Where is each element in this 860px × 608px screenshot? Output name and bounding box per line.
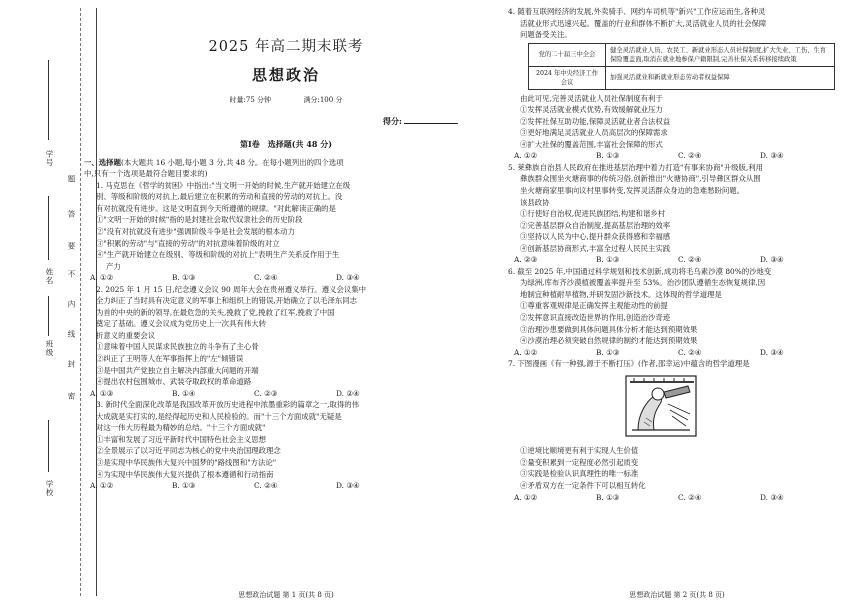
question-4 xyxy=(508,6,846,162)
binding-char: 答 xyxy=(67,210,76,219)
table-cell-content: 加强灵活就业和新就业形态劳动者权益保障 xyxy=(606,66,835,89)
section-instructions xyxy=(84,157,488,180)
name-field-line xyxy=(48,196,49,260)
binding-label-school: 学校 xyxy=(45,480,54,497)
table-row xyxy=(529,43,835,66)
statement-item: ②纠正了王明等人在军事指挥上的"左"倾错误 xyxy=(96,354,244,364)
question-stem: 彝族群众围坐火塘商事的传统习俗,创新推出"火塘协商",引导彝区群众从围 xyxy=(520,174,761,184)
option-d[interactable]: D. ③④ xyxy=(760,347,784,357)
statement-item: ④矛盾双方在一定条件下可以相互转化 xyxy=(520,480,646,490)
statement-item: ③坚持以人民为中心,提升群众获得感和幸福感 xyxy=(520,232,671,242)
option-d[interactable]: D. ③④ xyxy=(760,492,784,502)
question-stem: 全力纠正了当时具有决定意义的军事上和组织上的错误,开始确立了以毛泽东同志 xyxy=(96,296,358,306)
question-stem: 2. 2025 年 1 月 15 日,纪念遵义会议 90 周年大会在贵州遵义举行。遵义会议集中 xyxy=(96,284,367,294)
question-stem: 7. 下图漫画《有一种强,源于不断打压》(作者,邵幸运)中蕴含的哲学道理是 xyxy=(508,359,750,369)
statement-item: ②发挥意识直接改造世界的作用,创造治沙奇迹 xyxy=(520,313,671,323)
statement-item: ①逆境比顺境更有利于实现人生价值 xyxy=(520,446,639,456)
question-stem: 为绿洲,库布齐沙漠植被覆盖率提升至 53%。治沙团队遵循生态恢复规律,因 xyxy=(520,278,766,288)
option-d[interactable]: D. ②④ xyxy=(336,388,360,398)
statement-item: ①尊重客观规律是正确发挥主观能动性的前提 xyxy=(520,301,668,311)
question-stem: 坐火塘商家里事向议村里事转变,发挥灵活群众身边的急难愁盼问题。 xyxy=(520,186,745,196)
question-3 xyxy=(84,399,488,491)
full-score: 满分:100 分 xyxy=(303,96,343,105)
question-stem: 该县政协 xyxy=(520,197,550,207)
answer-options xyxy=(508,347,846,359)
option-c[interactable]: C. ②④ xyxy=(254,481,278,491)
question-stem: 为首的中央的新的领导,在最危急的关头,挽救了党,挽救了红军,挽救了中国 xyxy=(96,307,335,317)
statement-item: ④提出农村包围城市、武装夺取政权的革命道路 xyxy=(96,377,252,387)
answer-options xyxy=(84,480,488,492)
exam-title: 2025 年高二期末联考 xyxy=(208,39,364,55)
option-a[interactable]: A. ①② xyxy=(514,347,538,357)
table-cell-head: 党的二十届三中全会 xyxy=(529,43,606,66)
option-c[interactable]: C. ②④ xyxy=(254,273,278,283)
option-d[interactable]: D. ③④ xyxy=(760,151,784,161)
option-a[interactable]: A. ②③ xyxy=(514,255,538,265)
question-5 xyxy=(508,162,846,266)
page-footer: 思想政治试题 第 1 页(共 8 页) xyxy=(238,591,334,600)
binding-char: 不 xyxy=(67,270,76,279)
option-a[interactable]: A. ①③ xyxy=(90,388,114,398)
option-a[interactable]: A. ①② xyxy=(514,151,538,161)
binding-char: 题 xyxy=(67,175,76,184)
section-desc: (本大题共 16 小题,每小题 3 分,共 48 分。在每小题列出的四个选项 xyxy=(120,157,344,167)
question-1 xyxy=(84,180,488,284)
table-cell-head: 2024 年中央经济工作会议 xyxy=(529,66,606,89)
question-stem: 折意义的重要会议 xyxy=(96,330,156,340)
question-stem: 问题备受关注。 xyxy=(520,30,572,40)
subject-title: 思想政治 xyxy=(251,65,320,84)
option-a[interactable]: A. ①② xyxy=(514,492,538,502)
score-field xyxy=(84,116,488,128)
section-desc: 中,只有一个选项是最符合题目要求的) xyxy=(84,169,208,179)
student-id-field-line xyxy=(48,60,49,140)
binding-char: 密 xyxy=(67,392,76,401)
statement-item: ④沙漠治理必须突破自然规律的制约才能达到预期效果 xyxy=(520,336,698,346)
statement-item: ①意味着中国人民谋求民族独立的斗争有了主心骨 xyxy=(96,342,259,352)
option-d[interactable]: D. ③④ xyxy=(336,481,360,491)
question-7 xyxy=(508,358,846,503)
question-stem: 4. 随着互联网经济的发展,外卖骑手、网约车司机等"新兴"工作应运而生,各种灵 xyxy=(508,7,766,16)
option-b[interactable]: B. ①③ xyxy=(172,481,196,491)
option-b[interactable]: B. ①③ xyxy=(596,492,620,502)
option-a[interactable]: A. ①② xyxy=(90,481,114,491)
option-b[interactable]: B. ①③ xyxy=(596,255,620,265)
question-stem: 5. 莱彝族自治县人民政府在推进基层治理中着力打造"有事来协商"升级版,利用 xyxy=(508,162,764,172)
binding-margin xyxy=(22,0,92,608)
question-stem: 地制宜种植耐旱植物,并研发固沙新技术。这体现的哲学道理是 xyxy=(520,289,722,299)
option-c[interactable]: C. ②④ xyxy=(678,492,702,502)
question-stem: 大成就是实打实的,是经得起历史和人民检验的。而"十三个方面成就"无疑是 xyxy=(96,411,342,421)
answer-options xyxy=(84,272,488,284)
statement-item: ②发挥社保互助功能,保障灵活就业者合法权益 xyxy=(520,116,671,126)
time-limit: 时量:75 分钟 xyxy=(229,96,272,105)
option-a[interactable]: A. ①② xyxy=(90,273,114,283)
policy-table xyxy=(528,43,835,90)
binding-label-class: 班级 xyxy=(45,340,54,357)
option-c[interactable]: C. ②④ xyxy=(678,255,702,265)
statement-item: ②全景展示了以习近平同志为核心的党中央治国理政理念 xyxy=(96,446,281,456)
statement-item: 产力 xyxy=(106,261,121,271)
cut-line xyxy=(80,8,81,596)
question-stem: 活就业形式迅速兴起。覆盖的行业和群体不断扩大,灵活就业人员的社会保障 xyxy=(520,18,767,28)
option-c[interactable]: C. ②③ xyxy=(254,388,278,398)
statement-item: ①丰富和发展了习近平新时代中国特色社会主义思想 xyxy=(96,434,266,444)
part-heading: 第Ⅰ卷 选择题(共 48 分) xyxy=(239,139,332,150)
statement-item: ③是实现中华民族伟大复兴中国梦的"路线图和"方法论" xyxy=(96,457,277,467)
cartoon-illustration xyxy=(624,374,698,438)
statement-item: ④为实现中华民族伟大复兴提供了根本遵循和行动指南 xyxy=(96,469,274,479)
question-2 xyxy=(84,284,488,399)
question-stem: 3. 新时代全面深化改革是我国改革开放历史进程中浓墨重彩的篇章之一,取得的伟 xyxy=(96,400,360,410)
section-label: 一、选择题 xyxy=(84,157,121,167)
question-stem: 由此可见,完善灵活就业人员社保制度有利于 xyxy=(520,93,663,103)
binding-char: 内 xyxy=(67,300,76,309)
answer-options xyxy=(84,388,488,400)
option-b[interactable]: B. ①③ xyxy=(172,273,196,283)
school-field-line xyxy=(48,420,49,472)
statement-item: ③更好地满足灵活就业人员高层次的保障需求 xyxy=(520,128,668,138)
option-d[interactable]: D. ③④ xyxy=(760,255,784,265)
page-2 xyxy=(508,0,846,608)
answer-options xyxy=(508,492,846,504)
statement-item: ①发挥灵活就业模式优势,有效缓解就业压力 xyxy=(520,105,663,115)
option-c[interactable]: C. ②④ xyxy=(678,151,702,161)
statement-item: ④扩大社保的覆盖范围,丰富社会保障的形式 xyxy=(520,139,663,149)
option-c[interactable]: C. ②④ xyxy=(678,347,702,357)
class-field-line xyxy=(48,296,49,336)
question-stem: 奠定了基础。遵义会议成为党历史上一次具有伟大转 xyxy=(96,319,266,329)
statement-item: ④"生产就开始建立在级别、等级和阶级的对抗上"表明生产关系反作用于生 xyxy=(96,250,340,260)
option-b[interactable]: B. ①③ xyxy=(596,347,620,357)
binding-label-name: 姓名 xyxy=(45,268,54,285)
binding-label-student-id: 学号 xyxy=(45,150,54,167)
statement-item: ①"文明一开始的时候"指的是封建社会取代奴隶社会的历史阶段 xyxy=(96,215,303,225)
score-label: 得分: xyxy=(383,115,402,126)
statement-item: ③"积累的劳动"与"直接的劳动"的对抗意味着阶级的对立 xyxy=(96,238,280,248)
question-stem: 别、等级和阶级的对抗上,最后建立在积累的劳动和直接的劳动的对抗上。没 xyxy=(96,192,343,202)
statement-item: ①行使好自治权,促进民族团结,构建和谐乡村 xyxy=(520,209,666,219)
statement-item: ③是中国共产党独立自主解决内部重大问题的开端 xyxy=(96,365,259,375)
score-blank[interactable] xyxy=(404,123,458,124)
binding-char: 要 xyxy=(67,242,76,251)
answer-options xyxy=(508,150,846,162)
statement-item: ④创新基层协商形式,丰富全过程人民民主实践 xyxy=(520,243,671,253)
statement-item: ②完善基层群众自治制度,提高基层治理的效率 xyxy=(520,220,671,230)
option-d[interactable]: D. ③④ xyxy=(336,273,360,283)
page-footer: 思想政治试题 第 2 页(共 8 页) xyxy=(629,591,725,600)
statement-item: ③实践是检验认识真理性的唯一标准 xyxy=(520,469,639,479)
option-b[interactable]: B. ①④ xyxy=(172,388,196,398)
question-stem: 有对抗就没有进步。这是文明直到今天所遵循的规律。"对此解读正确的是 xyxy=(96,203,336,213)
binding-char: 线 xyxy=(67,330,76,339)
answer-options xyxy=(508,254,846,266)
question-6 xyxy=(508,266,846,358)
table-cell-content: 健全灵活就业人员、农民工、新就业形态人员社保制度,扩大失业、工伤、生育保险覆盖面,取消在就业地参保户籍限制,完善社保关系转移接续政策 xyxy=(606,43,835,66)
statement-item: ②"没有对抗就没有进步"强调阶级斗争是社会发展的根本动力 xyxy=(96,227,295,237)
question-stem: 对这一伟大历程最为精妙的总结。"十三个方面成就" xyxy=(96,423,266,433)
question-stem: 1. 马克思在《哲学的贫困》中指出:"当文明一开始的时候,生产就开始建立在级 xyxy=(96,180,351,190)
table-row xyxy=(529,66,835,89)
page-1 xyxy=(84,0,488,608)
statement-item: ②量变积累到一定程度必然引起质变 xyxy=(520,457,639,467)
question-stem: 6. 截至 2025 年,中国通过科学规划和技术创新,成功将毛乌素沙漠 80%的沙地变 xyxy=(508,266,772,276)
statement-item: ③治理沙患要做到具体问题具体分析才能达到预期效果 xyxy=(520,324,698,334)
binding-char: 封 xyxy=(67,360,76,369)
exam-meta xyxy=(84,95,488,107)
option-b[interactable]: B. ①③ xyxy=(596,151,620,161)
